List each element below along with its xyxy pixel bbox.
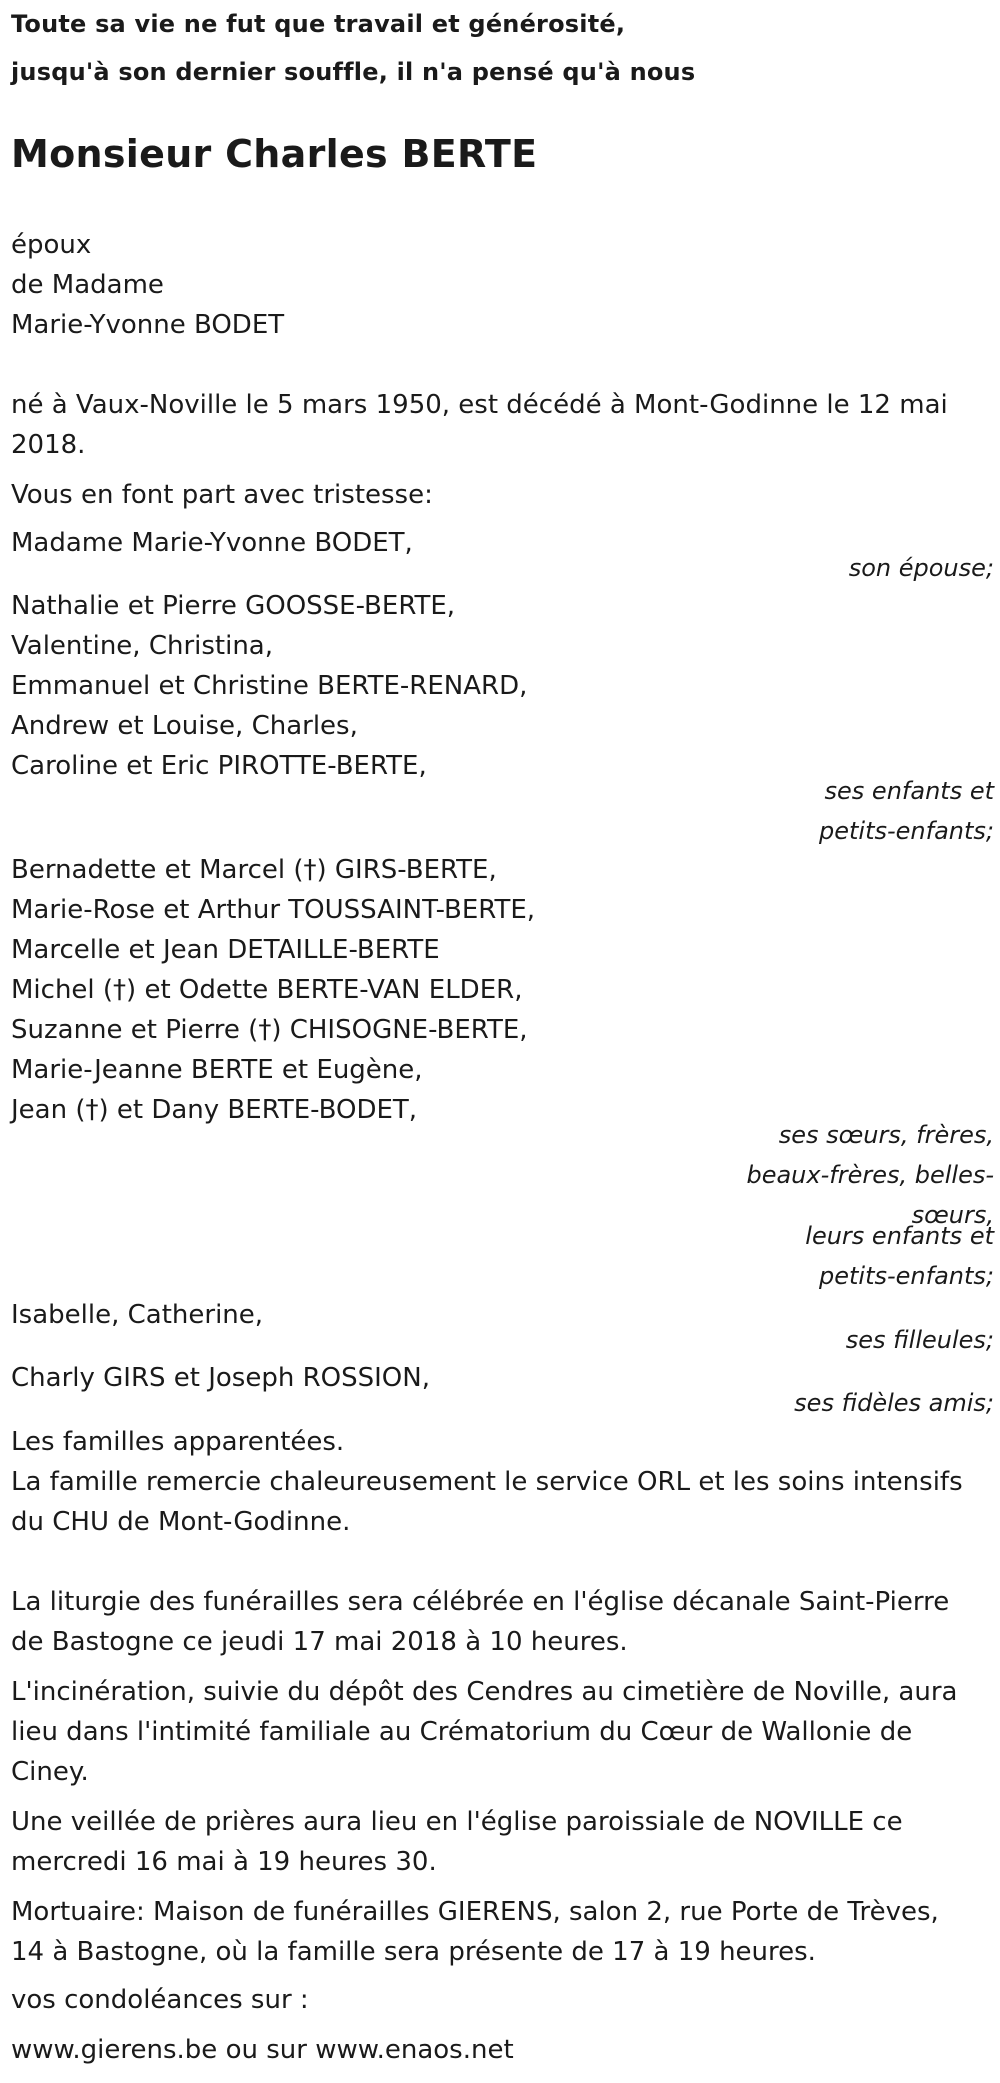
family-role: sœurs, bbox=[911, 1201, 994, 1229]
closing-line: du CHU de Mont-Godinne. bbox=[11, 1507, 351, 1537]
family-name: Michel (†) et Odette BERTE-VAN ELDER, bbox=[11, 975, 523, 1005]
liturgy-line: La liturgie des funérailles sera célébrée en l'église décanale Saint-Pierre bbox=[11, 1587, 950, 1617]
family-role: leurs enfants et bbox=[805, 1222, 994, 1250]
family-role: son épouse; bbox=[848, 554, 994, 582]
family-name: Isabelle, Catherine, bbox=[11, 1300, 264, 1330]
closing-line: Les familles apparentées. bbox=[11, 1427, 345, 1457]
family-name: Charly GIRS et Joseph ROSSION, bbox=[11, 1363, 430, 1393]
family-name: Marcelle et Jean DETAILLE-BERTE bbox=[11, 935, 440, 965]
family-name: Emmanuel et Christine BERTE-RENARD, bbox=[11, 671, 528, 701]
intro-line: Vous en font part avec tristesse: bbox=[11, 480, 433, 510]
condolences-label: vos condoléances sur : bbox=[11, 1985, 309, 2015]
family-name: Madame Marie-Yvonne BODET, bbox=[11, 528, 413, 558]
family-name: Bernadette et Marcel (†) GIRS-BERTE, bbox=[11, 855, 497, 885]
header-line-2: jusqu'à son dernier souffle, il n'a pensé qu'à nous bbox=[11, 58, 696, 86]
family-name: Marie-Jeanne BERTE et Eugène, bbox=[11, 1055, 423, 1085]
header-line-1: Toute sa vie ne fut que travail et générosité, bbox=[11, 10, 626, 38]
family-role: petits-enfants; bbox=[819, 1262, 994, 1290]
incineration-line: lieu dans l'intimité familiale au Crématorium du Cœur de Wallonie de bbox=[11, 1717, 913, 1747]
spouse-line: Marie-Yvonne BODET bbox=[11, 310, 285, 340]
family-role: ses sœurs, frères, bbox=[778, 1121, 994, 1149]
page-title: Monsieur Charles BERTE bbox=[11, 132, 538, 176]
incineration-line: L'incinération, suivie du dépôt des Cendres au cimetière de Noville, aura bbox=[11, 1677, 958, 1707]
family-name: Caroline et Eric PIROTTE-BERTE, bbox=[11, 751, 427, 781]
birth-death-line: 2018. bbox=[11, 430, 86, 460]
spouse-line: de Madame bbox=[11, 270, 164, 300]
family-name: Valentine, Christina, bbox=[11, 631, 274, 661]
family-role: ses fidèles amis; bbox=[794, 1389, 994, 1417]
spouse-line: époux bbox=[11, 230, 92, 260]
family-name: Suzanne et Pierre (†) CHISOGNE-BERTE, bbox=[11, 1015, 528, 1045]
family-role: petits-enfants; bbox=[819, 817, 994, 845]
incineration-line: Ciney. bbox=[11, 1757, 89, 1787]
vigil-line: mercredi 16 mai à 19 heures 30. bbox=[11, 1847, 437, 1877]
family-name: Marie-Rose et Arthur TOUSSAINT-BERTE, bbox=[11, 895, 536, 925]
family-role: beaux-frères, belles- bbox=[746, 1161, 994, 1189]
family-name: Jean (†) et Dany BERTE-BODET, bbox=[11, 1095, 418, 1125]
condolences-sites[interactable]: www.gierens.be ou sur www.enaos.net bbox=[11, 2035, 514, 2065]
family-name: Nathalie et Pierre GOOSSE-BERTE, bbox=[11, 591, 456, 621]
family-role: ses filleules; bbox=[845, 1326, 994, 1354]
mortuary-line: 14 à Bastogne, où la famille sera présente de 17 à 19 heures. bbox=[11, 1937, 816, 1967]
liturgy-line: de Bastogne ce jeudi 17 mai 2018 à 10 heures. bbox=[11, 1627, 628, 1657]
mortuary-line: Mortuaire: Maison de funérailles GIERENS, salon 2, rue Porte de Trèves, bbox=[11, 1897, 939, 1927]
birth-death-line: né à Vaux-Noville le 5 mars 1950, est décédé à Mont-Godinne le 12 mai bbox=[11, 390, 948, 420]
closing-line: La famille remercie chaleureusement le service ORL et les soins intensifs bbox=[11, 1467, 963, 1497]
family-name: Andrew et Louise, Charles, bbox=[11, 711, 358, 741]
family-role: ses enfants et bbox=[824, 777, 994, 805]
vigil-line: Une veillée de prières aura lieu en l'église paroissiale de NOVILLE ce bbox=[11, 1807, 903, 1837]
